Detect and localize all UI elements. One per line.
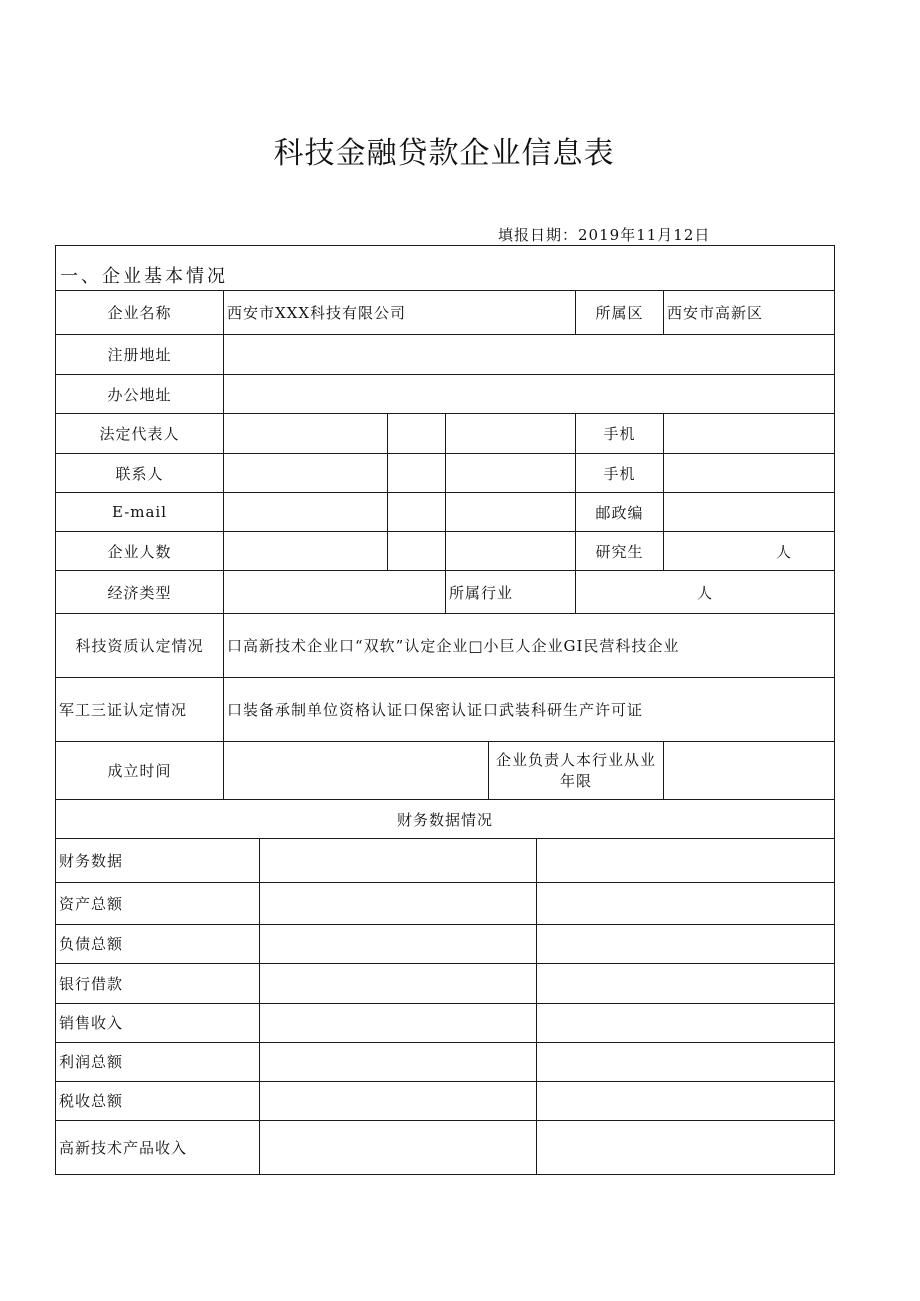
- headcount-label: 企业人数: [56, 532, 224, 571]
- founded-label: 成立时间: [56, 742, 224, 800]
- company-name-label: 企业名称: [56, 291, 224, 335]
- finance-row-label: 资产总额: [56, 882, 260, 924]
- contact-field-2[interactable]: [388, 454, 446, 493]
- leader-years-label: 企业负责人本行业从业年限: [489, 742, 664, 800]
- basic-info-table: [55, 245, 835, 839]
- email-field-2[interactable]: [388, 493, 446, 532]
- finance-row-label: 财务数据: [56, 839, 260, 882]
- headcount-field[interactable]: [224, 532, 388, 571]
- tech-cert-options[interactable]: 口高新技术企业口“双软”认定企业□小巨人企业GI民营科技企业: [224, 614, 835, 678]
- legal-rep-label: 法定代表人: [56, 414, 224, 454]
- legal-rep-phone-label: 手机: [576, 414, 664, 454]
- finance-row-label: 负债总额: [56, 924, 260, 963]
- document-title: 科技金融贷款企业信息表: [273, 136, 615, 171]
- finance-cell[interactable]: [260, 839, 537, 882]
- finance-row-label: 销售收入: [56, 1003, 260, 1042]
- finance-cell[interactable]: [537, 1042, 835, 1081]
- registered-address-label: 注册地址: [56, 335, 224, 375]
- finance-cell[interactable]: [537, 882, 835, 924]
- info-form: [55, 245, 834, 1175]
- industry-label: 所属行业: [446, 571, 576, 614]
- legal-rep-field-3[interactable]: [446, 414, 576, 454]
- postcode-label: 邮政编: [576, 493, 664, 532]
- legal-rep-field-2[interactable]: [388, 414, 446, 454]
- fill-date: [498, 224, 710, 245]
- military-cert-options[interactable]: 口装备承制单位资格认证口保密认证口武装科研生产许可证: [224, 678, 835, 742]
- fill-date-label: 填报日期：: [498, 226, 579, 244]
- section-finance-heading: 财务数据情况: [56, 800, 835, 839]
- email-field-3[interactable]: [446, 493, 576, 532]
- finance-cell[interactable]: [537, 1003, 835, 1042]
- email-label: E-mail: [56, 493, 224, 532]
- fill-date-value: 2019年11月12日: [578, 226, 711, 244]
- headcount-field-2[interactable]: [388, 532, 446, 571]
- grad-label: 研究生: [576, 532, 664, 571]
- finance-cell[interactable]: [260, 882, 537, 924]
- finance-cell[interactable]: [537, 1120, 835, 1174]
- leader-years-field[interactable]: [664, 742, 835, 800]
- finance-cell[interactable]: [537, 924, 835, 963]
- district-field[interactable]: 西安市高新区: [664, 291, 835, 335]
- registered-address-field[interactable]: [224, 335, 835, 375]
- office-address-label: 办公地址: [56, 375, 224, 414]
- contact-field[interactable]: [224, 454, 388, 493]
- founded-field[interactable]: [224, 742, 489, 800]
- finance-cell[interactable]: [537, 1081, 835, 1120]
- contact-field-3[interactable]: [446, 454, 576, 493]
- finance-cell[interactable]: [537, 839, 835, 882]
- tech-cert-label: 科技资质认定情况: [56, 614, 224, 678]
- section-basic-heading: 一、企业基本情况: [56, 246, 835, 291]
- district-label: 所属区: [576, 291, 664, 335]
- finance-cell[interactable]: [260, 1120, 537, 1174]
- finance-row-label: 税收总额: [56, 1081, 260, 1120]
- legal-rep-phone-field[interactable]: [664, 414, 835, 454]
- postcode-field[interactable]: [664, 493, 835, 532]
- contact-label: 联系人: [56, 454, 224, 493]
- economy-type-label: 经济类型: [56, 571, 224, 614]
- grad-field[interactable]: 人: [664, 532, 835, 571]
- finance-row-label: 银行借款: [56, 963, 260, 1003]
- finance-cell[interactable]: [260, 1003, 537, 1042]
- industry-field[interactable]: 人: [576, 571, 835, 614]
- military-cert-label: 军工三证认定情况: [56, 678, 224, 742]
- legal-rep-field[interactable]: [224, 414, 388, 454]
- finance-cell[interactable]: [260, 963, 537, 1003]
- finance-row-label: 高新技术产品收入: [56, 1120, 260, 1174]
- contact-phone-label: 手机: [576, 454, 664, 493]
- finance-row-label: 利润总额: [56, 1042, 260, 1081]
- finance-cell[interactable]: [537, 963, 835, 1003]
- company-name-field[interactable]: 西安市XXX科技有限公司: [224, 291, 576, 335]
- headcount-field-3[interactable]: [446, 532, 576, 571]
- email-field[interactable]: [224, 493, 388, 532]
- economy-type-field[interactable]: [224, 571, 446, 614]
- finance-table: [55, 839, 835, 1175]
- finance-cell[interactable]: [260, 1042, 537, 1081]
- finance-cell[interactable]: [260, 924, 537, 963]
- finance-cell[interactable]: [260, 1081, 537, 1120]
- office-address-field[interactable]: [224, 375, 835, 414]
- contact-phone-field[interactable]: [664, 454, 835, 493]
